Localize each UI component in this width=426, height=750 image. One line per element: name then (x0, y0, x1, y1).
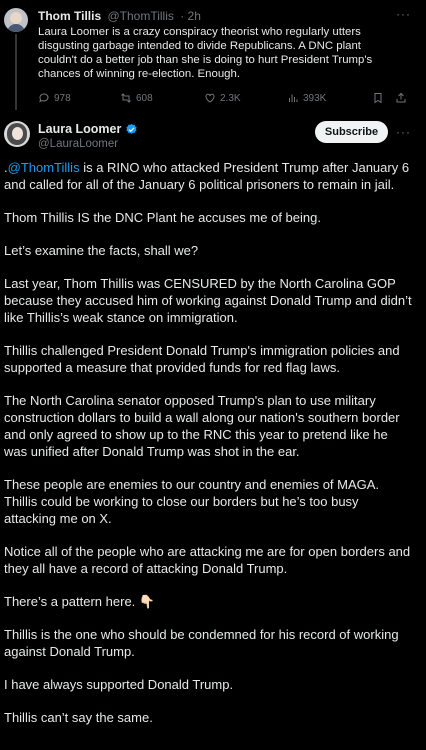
paragraph-5: Thillis challenged President Donald Trump's immigration policies and supported a measure that provided funds for red flag laws. (4, 343, 400, 375)
paragraph-4: Last year, Thom Thillis was CENSURED by the North Carolina GOP because they accused him of working against Donald Trump and didn’t like Thillis’s weak stance on immigration. (4, 276, 412, 325)
views-icon (287, 92, 299, 104)
repost-icon (120, 92, 132, 104)
main-author-name-row (38, 122, 138, 136)
subscribe-button[interactable]: Subscribe (315, 121, 388, 143)
share-icon (395, 92, 407, 104)
like-count: 2.3K (220, 92, 241, 104)
avatar-laura-loomer[interactable] (4, 121, 30, 147)
bookmark-icon (372, 92, 384, 104)
paragraph-7: These people are enemies to our country and enemies of MAGA. Thillis could be working to close our borders but he’s too busy attacking me on X. (4, 477, 380, 526)
like-button[interactable] (204, 92, 241, 104)
reply-icon (38, 92, 50, 104)
tweet-body (4, 159, 414, 742)
paragraph-10: Thillis is the one who should be condemned for his record of working against Donald Trump. (4, 627, 399, 659)
thread-line (15, 34, 17, 110)
quoted-tweet-time[interactable]: · 2h (180, 9, 201, 23)
paragraph-9: There’s a pattern here. 👇🏻 (4, 594, 156, 609)
quoted-tweet-header (38, 9, 201, 23)
views-button[interactable] (287, 92, 326, 104)
repost-count: 608 (136, 92, 153, 104)
paragraph-11: I have always supported Donald Trump. (4, 677, 234, 692)
verified-badge-icon (125, 123, 138, 136)
repost-button[interactable] (120, 92, 153, 104)
views-count: 393K (303, 92, 327, 104)
reply-count: 978 (54, 92, 71, 104)
quoted-tweet-text: Laura Loomer is a crazy conspiracy theorist who regularly utters disgusting garbage intended to divide Republicans. A DNC plant couldn't do a better job than she is doing to hurt President Trump's chances of winning re-election. Enough. (38, 26, 373, 80)
paragraph-12: Thillis can’t say the same. (4, 710, 153, 725)
quoted-author-name[interactable]: Thom Tillis (38, 9, 102, 23)
more-options-icon[interactable]: ··· (396, 125, 411, 139)
main-author-name[interactable]: Laura Loomer (38, 122, 122, 136)
main-author-handle[interactable]: @LauraLoomer (38, 138, 119, 150)
paragraph-8: Notice all of the people who are attacking me are for open borders and they all have a record of attacking Donald Trump. (4, 544, 411, 576)
quoted-author-handle[interactable]: @ThomTillis (107, 9, 174, 23)
quoted-tweet[interactable] (0, 0, 426, 110)
bookmark-button[interactable] (372, 92, 388, 104)
avatar-thom-tillis[interactable] (4, 8, 28, 32)
paragraph-6: The North Carolina senator opposed Trump's plan to use military construction dollars to build a wall along our nation's southern border and only agreed to show up to the RNC this year to pretend like he was unified after Donald Trump was shot in the ear. (4, 393, 400, 459)
share-button[interactable] (395, 92, 411, 104)
mention-link[interactable]: @ThomTillis (7, 160, 80, 175)
paragraph-1: .@ThomTillis is a RINO who attacked President Trump after January 6 and called for all of the January 6 political prisoners to remain in jail. (4, 160, 410, 192)
paragraph-3: Let’s examine the facts, shall we? (4, 243, 199, 258)
more-options-icon[interactable]: ··· (396, 7, 411, 21)
paragraph-2: Thom Thillis IS the DNC Plant he accuses me of being. (4, 210, 321, 225)
reply-button[interactable] (38, 92, 71, 104)
heart-icon (204, 92, 216, 104)
